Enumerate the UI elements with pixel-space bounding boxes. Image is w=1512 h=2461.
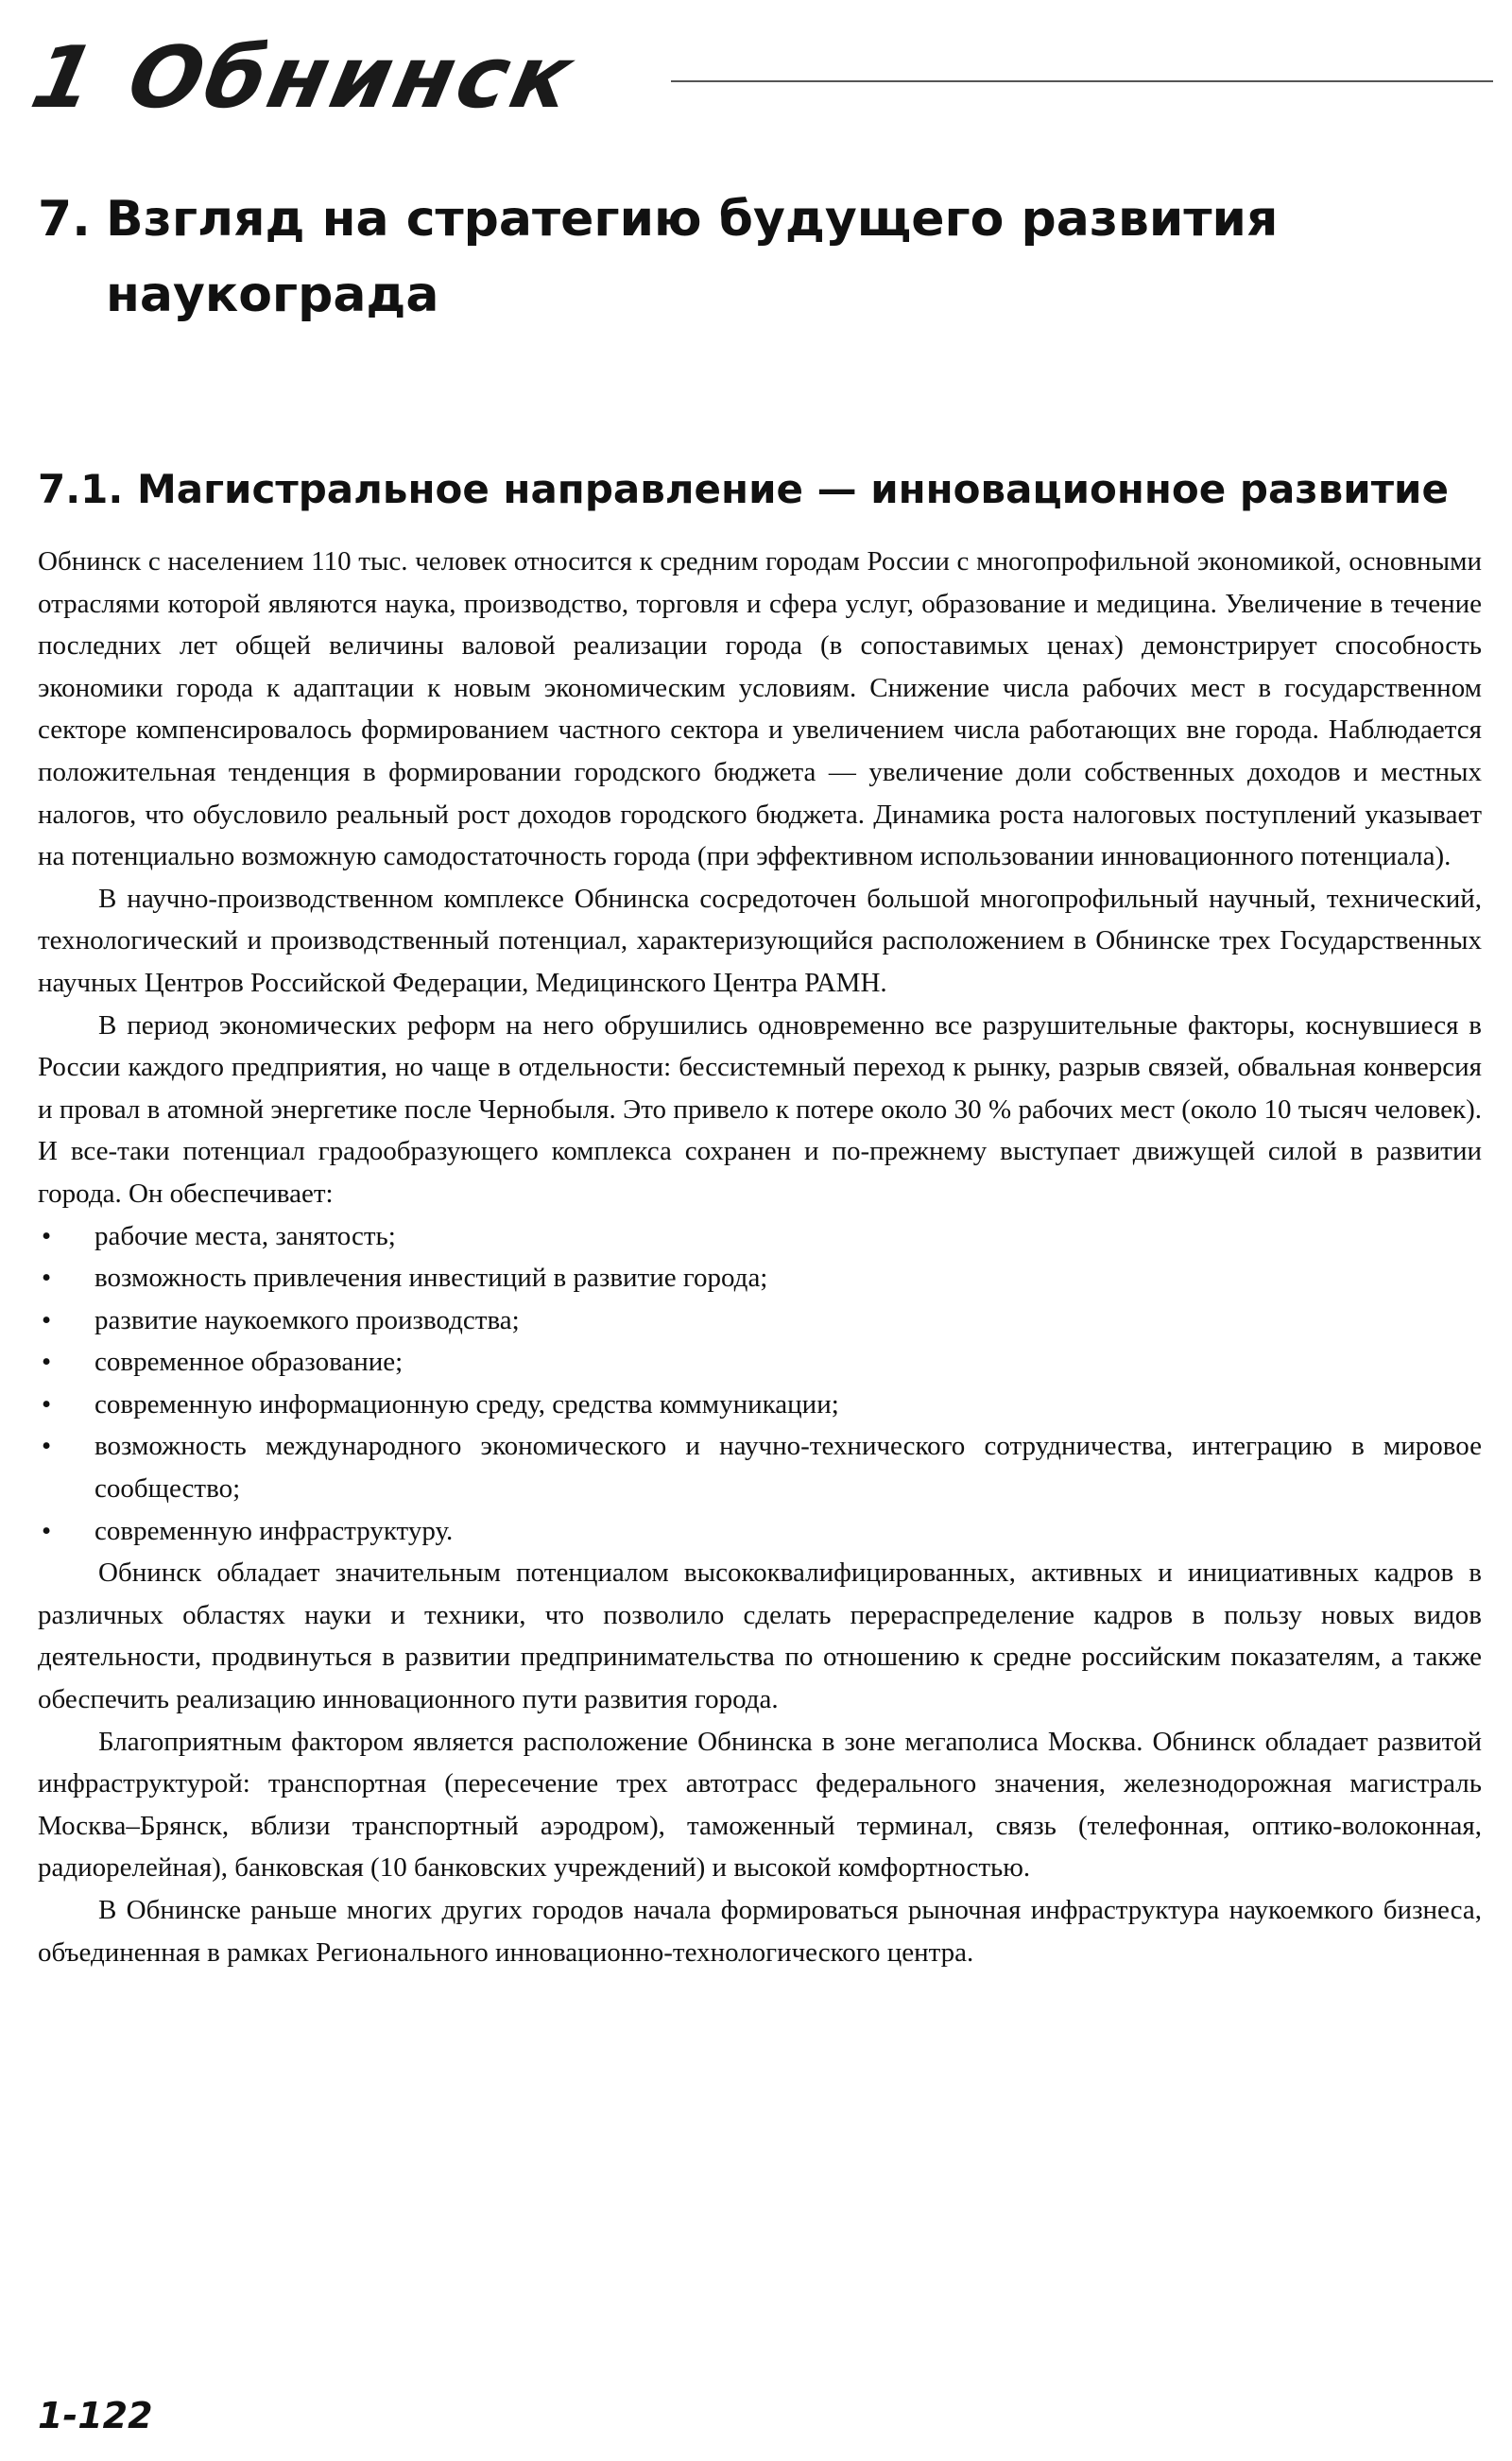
bullet-item: • современное образование; bbox=[38, 1341, 1482, 1384]
page-number: 1-122 bbox=[38, 2395, 153, 2436]
bullet-item: • развитие наукоемкого производства; bbox=[38, 1299, 1482, 1342]
paragraph: В Обнинске раньше многих других городов начала формироваться рыночная инфраструктура наукоемкого бизнеса, объединенная в рамках Регионального инновационно-технологического центра. bbox=[38, 1895, 1482, 1968]
bullet-item: • возможность привлечения инвестиций в развитие города; bbox=[38, 1257, 1482, 1299]
paragraph: Обнинск с населением 110 тыс. человек относится к средним городам России с многопрофильной экономикой, основными отраслями которой являются наука, производство, торговля и сфера услуг, образование и медицина. Увеличение в течение последних лет общей величины валовой реализации города (в сопоставимых ценах) демонстрирует способность экономики города к адаптации к новым экономическим условиям. Снижение числа рабочих мест в государственном секторе компенсировалось формированием частного сектора и увеличением числа работающих вне города. Наблюдается положительная тенденция в формировании городского бюджета — увеличение доли собственных доходов и местных налогов, что обусловило реальный рост доходов городского бюджета. Динамика роста налоговых поступлений указывает на потенциально возможную самодостаточность города (при эффективном использовании инновационного потенциала). bbox=[38, 546, 1482, 872]
running-head bbox=[19, 28, 1493, 132]
bullet-item: • рабочие места, занятость; bbox=[38, 1215, 1482, 1258]
bullet-item: • возможность международного экономического и научно-технического сотрудничества, интеграцию в мировое сообщество; bbox=[38, 1425, 1482, 1509]
paragraph: В научно-производственном комплексе Обнинска сосредоточен большой многопрофильный научный, технический, технологический и производственный потенциал, характеризующийся расположением в Обнинске трех Государственных научных Центров Российской Федерации, Медицинского Центра РАМН. bbox=[38, 883, 1482, 998]
bullet-item: • современную инфраструктуру. bbox=[38, 1510, 1482, 1553]
chapter-number: 7. bbox=[38, 191, 91, 248]
paragraph: Благоприятным фактором является расположение Обнинска в зоне мегаполиса Москва. Обнинск обладает развитой инфраструктурой: транспортная (пересечение трех автотрасс федерального значения, железнодорожная магистраль Москва–Брянск, вблизи транспортный аэродром), таможенный терминал, связь (телефонная, оптико-волоконная, радиорелейная), банковская (10 банковских учреждений) и высокой комфортностью. bbox=[38, 1726, 1482, 1884]
section-title: 7.1. Магистральное направление — инновационное развитие bbox=[38, 466, 1449, 512]
body-text bbox=[38, 541, 1482, 1973]
bullet-list bbox=[38, 1215, 1482, 1553]
chapter-title-text: Взгляд на стратегию будущего развития наукограда bbox=[106, 191, 1279, 323]
paragraph: В период экономических реформ на него обрушились одновременно все разрушительные факторы, коснувшиеся в России каждого предприятия, но чаще в отдельности: бессистемный переход к рынку, разрыв связей, обвальная конверсия и провал в атомной энергетике после Чернобыля. Это привело к потере около 30 % рабочих мест (около 10 тысяч человек). И все-таки потенциал градообразующего комплекса сохранен и по-прежнему выступает движущей силой в развитии города. Он обеспечивает: bbox=[38, 1009, 1482, 1209]
header-rule bbox=[671, 80, 1493, 82]
paragraph: Обнинск обладает значительным потенциалом высококвалифицированных, активных и инициативных кадров в различных областях науки и техники, что позволило сделать перераспределение кадров в пользу новых видов деятельности, продвинуться в развитии предпринимательства по отношению к средне российским показателям, а также обеспечить реализацию инновационного пути развития города. bbox=[38, 1557, 1482, 1715]
bullet-item: • современную информационную среду, средства коммуникации; bbox=[38, 1384, 1482, 1426]
section-logo: 1 Обнинск bbox=[23, 28, 585, 128]
chapter-title bbox=[38, 181, 1399, 333]
